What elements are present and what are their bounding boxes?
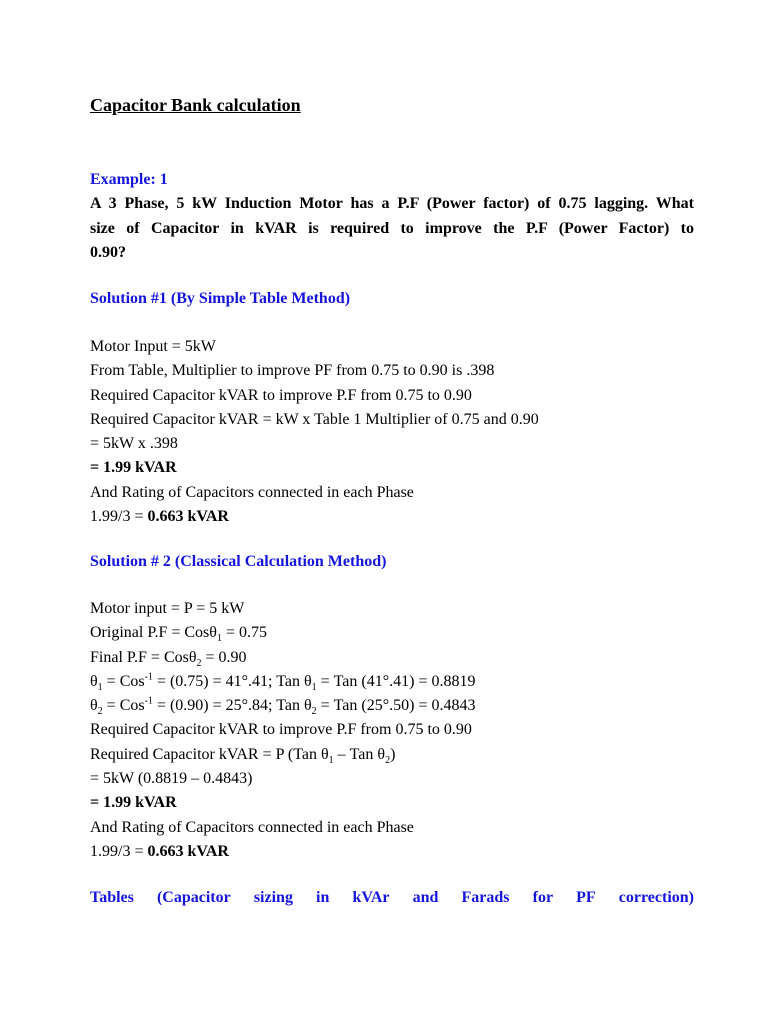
- theta-2-line: [90, 694, 694, 718]
- solution-2-heading: Solution # 2 (Classical Calculation Method): [90, 553, 387, 570]
- theta-1-symbol: θ: [90, 672, 98, 690]
- final-pf-line: [90, 646, 694, 670]
- tables-word: in: [316, 889, 330, 906]
- original-pf-value: = 0.75: [221, 624, 267, 642]
- theta-2-tan-value: = Tan (25°.50) = 0.4843: [316, 697, 476, 715]
- formula-mid: – Tan θ: [333, 745, 386, 763]
- formula-sub-1: 1: [328, 754, 334, 766]
- substitution-line: = 5kW (0.8819 – 0.4843): [90, 770, 253, 788]
- required-kvar-line: Required Capacitor kVAR to improve P.F from 0.75 to 0.90: [90, 721, 472, 739]
- theta-1-sub: 1: [97, 682, 103, 694]
- tables-word: (Capacitor: [156, 889, 231, 906]
- theta-2-sup: -1: [144, 695, 153, 707]
- solution-2-phase-label: And Rating of Capacitors connected in each Phase: [90, 818, 414, 836]
- motor-input-line: Motor input = P = 5 kW: [90, 600, 245, 617]
- final-pf-sub: 2: [196, 657, 202, 669]
- example-question-line-2: size of Capacitor in kVAR is required to improve the P.F (Power Factor) to: [90, 219, 694, 237]
- tables-word: Farads: [461, 889, 510, 906]
- solution-1-line: = 5kW x .398: [90, 435, 178, 453]
- formula-post: ): [390, 745, 396, 763]
- solution-2-result: = 1.99 kVAR: [90, 794, 177, 812]
- example-heading: Example: 1: [90, 171, 168, 188]
- tables-word: sizing: [253, 889, 293, 906]
- formula-sub-2: 2: [385, 754, 391, 766]
- original-pf-text: Original P.F = Cosθ: [90, 624, 217, 642]
- phase-calc: 1.99/3 =: [90, 508, 148, 526]
- solution-1-section: [90, 287, 694, 311]
- phase-calc: 1.99/3 =: [90, 842, 148, 860]
- theta-1-sup: -1: [144, 671, 153, 683]
- theta-2-symbol: θ: [90, 697, 98, 715]
- tables-word: for: [532, 889, 554, 906]
- final-pf-text: Final P.F = Cosθ: [90, 648, 197, 666]
- theta-2-sub: 2: [97, 706, 103, 718]
- formula-line: [90, 743, 694, 767]
- example-question-line-1: A 3 Phase, 5 kW Induction Motor has a P.F (Power factor) of 0.75 lagging. What: [90, 195, 694, 213]
- theta-2-angle: = (0.90) = 25°.84; Tan θ: [152, 697, 312, 715]
- theta-1-tan-sub: 1: [311, 682, 317, 694]
- tables-word: Tables: [90, 889, 134, 906]
- formula-pre: Required Capacitor kVAR = P (Tan θ: [90, 745, 329, 763]
- solution-2-phase-rating: [90, 840, 694, 864]
- final-pf-value: = 0.90: [201, 648, 247, 666]
- original-pf-line: [90, 621, 694, 645]
- tables-word: PF: [576, 889, 596, 906]
- theta-1-line: [90, 670, 694, 694]
- phase-result: 0.663 kVAR: [147, 508, 229, 526]
- example-section: [90, 168, 694, 265]
- solution-2-section: [90, 550, 694, 574]
- phase-result: 0.663 kVAR: [147, 842, 229, 860]
- solution-1-phase-rating: [90, 505, 694, 529]
- solution-1-phase-label: And Rating of Capacitors connected in each Phase: [90, 483, 414, 501]
- solution-1-heading: Solution #1 (By Simple Table Method): [90, 290, 351, 307]
- theta-2-tan-sub: 2: [311, 706, 317, 718]
- original-pf-sub: 1: [216, 633, 222, 645]
- theta-1-angle: = (0.75) = 41°.41; Tan θ: [152, 672, 312, 690]
- solution-1-line: Motor Input = 5kW: [90, 338, 216, 355]
- theta-1-tan-value: = Tan (41°.41) = 0.8819: [316, 672, 476, 690]
- page-title: Capacitor Bank calculation: [90, 95, 301, 115]
- tables-word: and: [412, 889, 439, 906]
- theta-1-cos: = Cos: [102, 672, 145, 690]
- tables-word: kVAr: [352, 889, 390, 906]
- solution-1-line: From Table, Multiplier to improve PF from 0.75 to 0.90 is .398: [90, 362, 495, 380]
- solution-1-line: Required Capacitor kVAR to improve P.F from 0.75 to 0.90: [90, 386, 472, 404]
- tables-word: correction): [618, 889, 694, 906]
- solution-1-body: [90, 335, 694, 529]
- theta-2-cos: = Cos: [102, 697, 145, 715]
- solution-2-body: [90, 597, 694, 864]
- tables-heading-line: [90, 886, 694, 910]
- solution-1-result: = 1.99 kVAR: [90, 459, 177, 477]
- example-question-line-3: 0.90?: [90, 243, 126, 261]
- tables-heading: [90, 886, 694, 910]
- solution-1-line: Required Capacitor kVAR = kW x Table 1 Multiplier of 0.75 and 0.90: [90, 410, 539, 428]
